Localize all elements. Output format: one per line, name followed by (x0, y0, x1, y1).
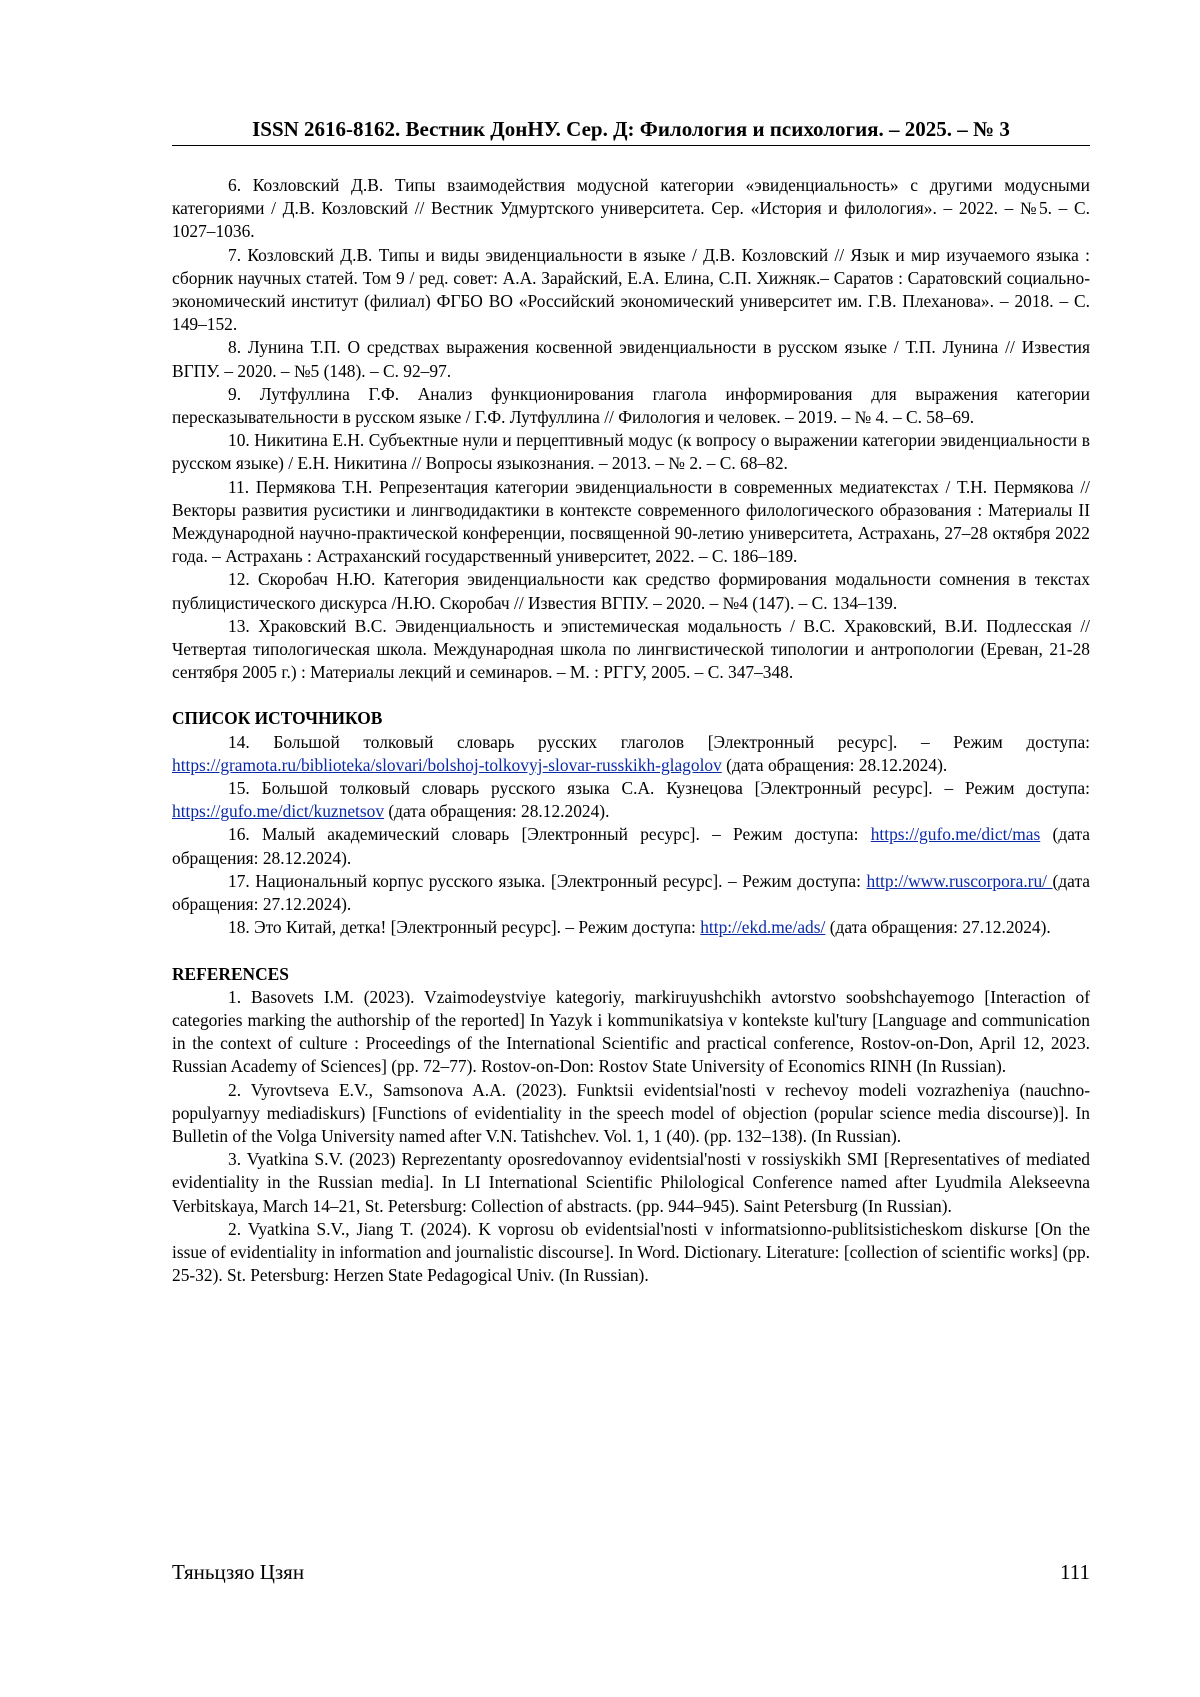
source-text: 14. Большой толковый словарь русских глаголов [Электронный ресурс]. – Режим доступа: (228, 731, 1090, 752)
source-access-date: (дата обращения: 27.12.2024). (172, 870, 1090, 915)
source-entry (172, 823, 1090, 869)
source-link[interactable]: http://www.ruscorpora.ru/ (866, 870, 1053, 891)
source-link[interactable]: https://gufo.me/dict/mas (870, 824, 1041, 845)
source-text: 18. Это Китай, детка! [Электронный ресурс]. – Режим доступа: (228, 917, 701, 938)
sources-section-title: СПИСОК ИСТОЧНИКОВ (172, 708, 383, 729)
source-entry (172, 777, 1090, 823)
bibliography-entry: 10. Никитина Е.Н. Субъектные нули и перцептивный модус (к вопросу о выражении категории эвиденциальности в русском языке) / Е.Н. Никитина // Вопросы языкознания. – 2013. – № 2. – С. 68–82. (172, 430, 1090, 474)
source-entry (172, 916, 1090, 939)
bibliography-entry: 6. Козловский Д.В. Типы взаимодействия модусной категории «эвиденциальность» с другими модусными категориями / Д.В. Козловский // Вестник Удмуртского университета. Сер. «История и филология». – 2022. – №5. – С. 1027–1036. (172, 175, 1090, 242)
footer-author: Тяньцзяо Цзян (172, 1560, 305, 1584)
source-text: 16. Малый академический словарь [Электронный ресурс]. – Режим доступа: (228, 824, 871, 845)
source-entry (172, 731, 1090, 777)
bibliography-entry: 11. Пермякова Т.Н. Репрезентация категории эвиденциальности в современных медиатекстах / Т.Н. Пермякова // Векторы развития русистики и лингводидактики в контексте современного филологического образования : Материалы II Международной научно-практической конференции, посвященной 90-летию университета, Астрахань, 27–28 октября 2022 года. – Астрахань : Астраханский государственный университет, 2022. – С. 186–189. (172, 476, 1090, 567)
bibliography-entry: 7. Козловский Д.В. Типы и виды эвиденциальности в языке / Д.В. Козловский // Язык и мир изучаемого языка : сборник научных статей. Том 9 / ред. совет: А.А. Зарайский, Е.А. Елина, С.П. Хижняк.– Саратов : Саратовский социально-экономический институт (филиал) ФГБО ВО «Российский экономический университет им. Г.В. Плеханова». – 2018. – С. 149–152. (172, 244, 1090, 335)
bibliography-entry: 13. Храковский В.С. Эвиденциальность и эпистемическая модальность / В.С. Храковский, В.И. Подлесская // Четвертая типологическая школа. Международная школа по лингвистической типологии и антропологии (Ереван, 21-28 сентября 2005 г.) : Материалы лекций и семинаров. – М. : РГГУ, 2005. – С. 347–348. (172, 615, 1090, 683)
reference-entry: 2. Vyatkina S.V., Jiang T. (2024). K voprosu ob evidentsial'nosti v informatsionno-publitsisticheskom diskurse [On the issue of evidentiality in information and journalistic discourse]. In Word. Dictionary. Literature: [collection of scientific works] (pp. 25-32). St. Petersburg: Herzen State Pedagogical Univ. (In Russian). (172, 1218, 1090, 1286)
reference-entry: 1. Basovets I.M. (2023). Vzaimodeystviye kategoriy, markiruyushchikh avtorstvo soobshchayemogo [Interaction of categories marking the authorship of the reported] In Yazyk i kommunikatsiya v kontekste kul'tury [Language and communication in the context of culture : Proceedings of the International Scientific and practical conference, Rostov-on-Don, April 12, 2023. Russian Academy of Sciences] (pp. 72–77). Rostov-on-Don: Rostov State University of Economics RINH (In Russian). (172, 986, 1090, 1077)
source-access-date: (дата обращения: 28.12.2024). (384, 801, 610, 822)
page-number: 111 (1060, 1560, 1090, 1584)
running-header: ISSN 2616-8162. Вестник ДонНУ. Сер. Д: Филология и психология. – 2025. – № 3 (172, 116, 1090, 146)
source-entry (172, 870, 1090, 916)
source-link[interactable]: https://gufo.me/dict/kuznetsov (172, 801, 385, 822)
source-access-date: (дата обращения: 28.12.2024). (721, 754, 948, 775)
source-access-date: (дата обращения: 28.12.2024). (172, 824, 1091, 868)
reference-entry: 2. Vyrovtseva E.V., Samsonova A.A. (2023). Funktsii evidentsial'nosti v rechevoy modeli vozrazheniya (nauchno-populyarnyy mediadiskurs) [Functions of evidentiality in the speech model of objection (popular science media discourse)]. In Bulletin of the Volga University named after V.N. Tatishchev. Vol. 1, 1 (40). (pp. 132–138). (In Russian). (172, 1079, 1090, 1146)
page-footer (172, 1559, 1090, 1585)
references-section-title: REFERENCES (172, 963, 289, 984)
source-access-date: (дата обращения: 27.12.2024). (825, 917, 1051, 938)
source-link[interactable]: http://ekd.me/ads/ (700, 917, 826, 938)
source-text: 17. Национальный корпус русского языка. [Электронный ресурс]. – Режим доступа: (228, 870, 867, 891)
bibliography-entry: 9. Лутфуллина Г.Ф. Анализ функционирования глагола информирования для выражения категории пересказывательности в русском языке / Г.Ф. Лутфуллина // Филология и человек. – 2019. – № 4. – С. 58–69. (172, 383, 1090, 428)
document-body (172, 174, 1090, 1287)
reference-entry: 3. Vyatkina S.V. (2023) Reprezentanty oposredovannoy evidentsial'nosti v rossiyskikh SMI [Representatives of mediated evidentiality in the Russian media]. In LI International Scientific Philological Conference named after Lyudmila Alekseevna Verbitskaya, March 14–21, St. Petersburg: Collection of abstracts. (pp. 944–945). Saint Petersburg (In Russian). (172, 1149, 1090, 1216)
source-link[interactable]: https://gramota.ru/biblioteka/slovari/bolshoj-tolkovyj-slovar-russkikh-glagolov (172, 754, 722, 775)
bibliography-entry: 12. Скоробач Н.Ю. Категория эвиденциальности как средство формирования модальности сомнения в текстах публицистического дискурса /Н.Ю. Скоробач // Известия ВГПУ. – 2020. – №4 (147). – С. 134–139. (172, 569, 1090, 613)
source-text: 15. Большой толковый словарь русского языка С.А. Кузнецова [Электронный ресурс]. – Режим доступа: (228, 778, 1090, 799)
bibliography-entry: 8. Лунина Т.П. О средствах выражения косвенной эвиденциальности в русском языке / Т.П. Лунина // Известия ВГПУ. – 2020. – №5 (148). – С. 92–97. (172, 337, 1090, 381)
